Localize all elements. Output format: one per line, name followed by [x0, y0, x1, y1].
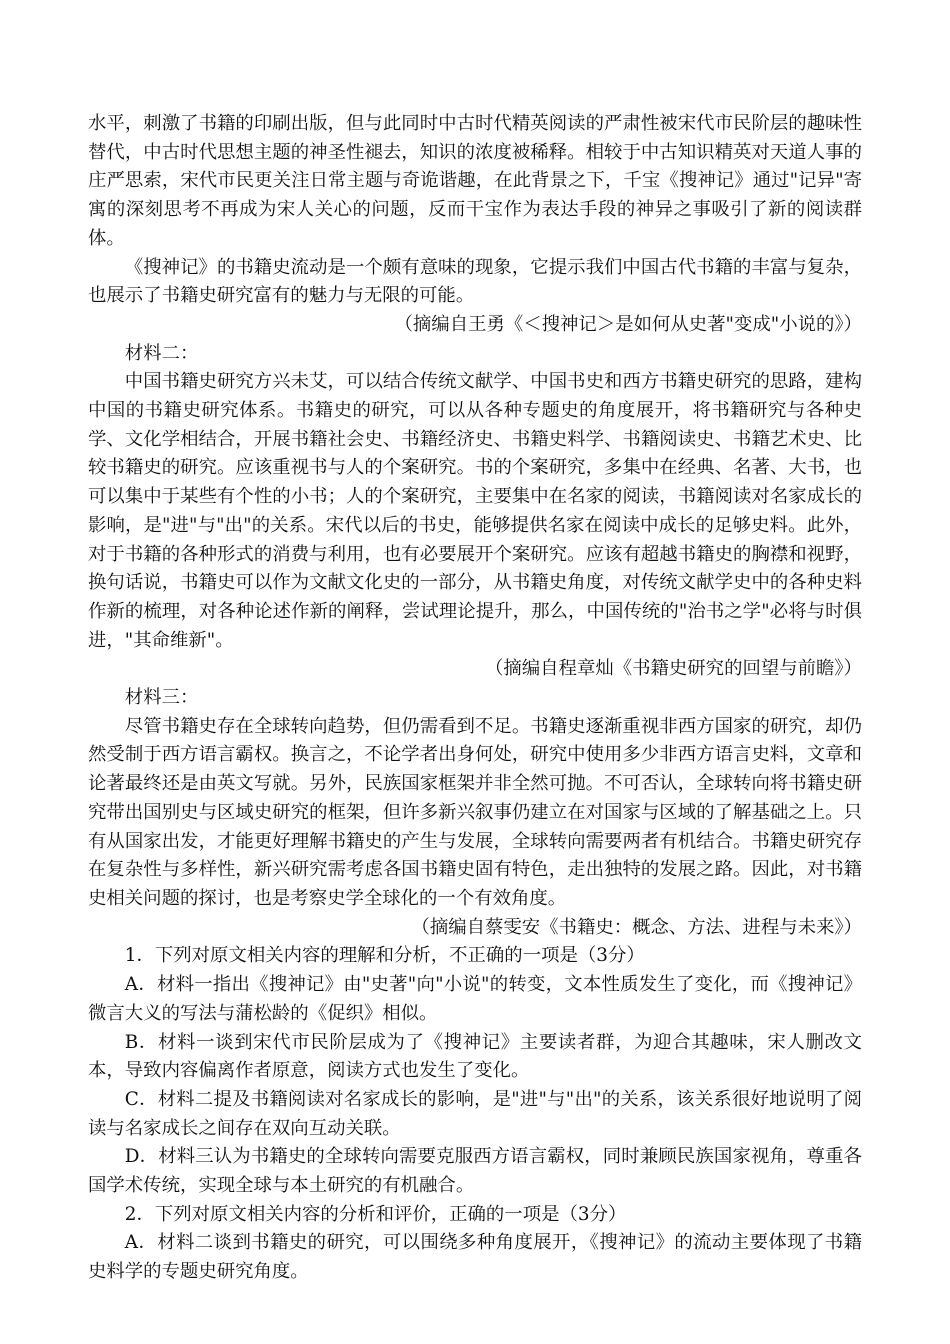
- material1-source: （摘编自王勇《＜搜神记＞是如何从史著"变成"小说的》）: [394, 313, 862, 335]
- question1-option-c: C．材料二提及书籍阅读对名家成长的影响，是"进"与"出"的关系，该关系很好地说明了阅读与名家成长之间存在双向互动关联。: [88, 1088, 862, 1139]
- question1-option-d: D．材料三认为书籍史的全球转向需要克服西方语言霸权，同时兼顾民族国家视角，尊重各国学术传统，实现全球与本土研究的有机融合。: [88, 1146, 862, 1197]
- material3-body: 尽管书籍史存在全球转向趋势，但仍需看到不足。书籍史逐渐重视非西方国家的研究，却仍然受制于西方语言霸权。换言之，不论学者出身何处，研究中使用多少非西方语言史料，文章和论著最终还是由英文写就。另外，民族国家框架并非全然可抛。不可否认，全球转向将书籍史研究带出国别史与区域史研究的框架，但许多新兴叙事仍建立在对国家与区域的了解基础之上。只有从国家出发，才能更好理解书籍史的产生与发展，全球转向需要两者有机结合。书籍史研究存在复杂性与多样性，新兴研究需考虑各国书籍史固有特色，走出独特的发展之路。因此，对书籍史相关问题的探讨，也是考察史学全球化的一个有效角度。: [88, 715, 862, 909]
- question1-option-b: B．材料一谈到宋代市民阶层成为了《搜神记》主要读者群，为迎合其趣味，宋人删改文本，导致内容偏离作者原意，阅读方式也发生了变化。: [88, 1031, 862, 1082]
- question1-stem: 1．下列对原文相关内容的理解和分析，不正确的一项是（3分）: [124, 945, 645, 967]
- material2-body: 中国书籍史研究方兴未艾，可以结合传统文献学、中国书史和西方书籍史研究的思路，建构中国的书籍史研究体系。书籍史的研究，可以从各种专题史的角度展开，将书籍研究与各种史学、文化学相结合，开展书籍社会史、书籍经济史、书籍史料学、书籍阅读史、书籍艺术史、比较书籍史的研究。应该重视书与人的个案研究。书的个案研究，多集中在经典、名著、大书，也可以集中于某些有个性的小书；人的个案研究，主要集中在名家的阅读，书籍阅读对名家成长的影响，是"进"与"出"的关系。宋代以后的书史，能够提供名家在阅读中成长的足够史料。此外，对于书籍的各种形式的消费与利用，也有必要展开个案研究。应该有超越书籍史的胸襟和视野，换句话说，书籍史可以作为文献文化史的一部分，从书籍史角度，对传统文献学史中的各种史料作新的梳理，对各种论述作新的阐释，尝试理论提升，那么，中国传统的"治书之学"必将与时俱进，"其命维新"。: [88, 371, 862, 651]
- question2-option-a: A．材料二谈到书籍史的研究，可以围绕多种角度展开，《搜神记》的流动主要体现了书籍史料学的专题史研究角度。: [88, 1232, 862, 1283]
- material2-source: （摘编自程章灿《书籍史研究的回望与前瞻》）: [484, 658, 862, 680]
- material3-source: （摘编自蔡雯安《书籍史：概念、方法、进程与未来》）: [411, 916, 862, 938]
- material1-continuation: 水平，刺激了书籍的印刷出版，但与此同时中古时代精英阅读的严肃性被宋代市民阶层的趣味性替代，中古时代思想主题的神圣性褪去，知识的浓度被稀释。相较于中古知识精英对天道人事的庄严思索，宋代市民更关注日常主题与奇诡谐趣，在此背景之下，千宝《搜神记》通过"记异"寄寓的深刻思考不再成为宋人关心的问题，反而干宝作为表达手段的神异之事吸引了新的阅读群体。: [88, 113, 862, 249]
- question2-stem: 2．下列对原文相关内容的分析和评价，正确的一项是（3分）: [124, 1203, 627, 1225]
- exam-page: [88, 110, 862, 1287]
- material1-conclusion: 《搜神记》的书籍史流动是一个颇有意味的现象，它提示我们中国古代书籍的丰富与复杂，也展示了书籍史研究富有的魅力与无限的可能。: [88, 256, 862, 307]
- material3-heading: 材料三：: [124, 687, 199, 709]
- material2-heading: 材料二：: [124, 342, 199, 364]
- question1-option-a: A．材料一指出《搜神记》由"史著"向"小说"的转变，文本性质发生了变化，而《搜神记》微言大义的写法与蒲松龄的《促织》相似。: [88, 974, 862, 1024]
